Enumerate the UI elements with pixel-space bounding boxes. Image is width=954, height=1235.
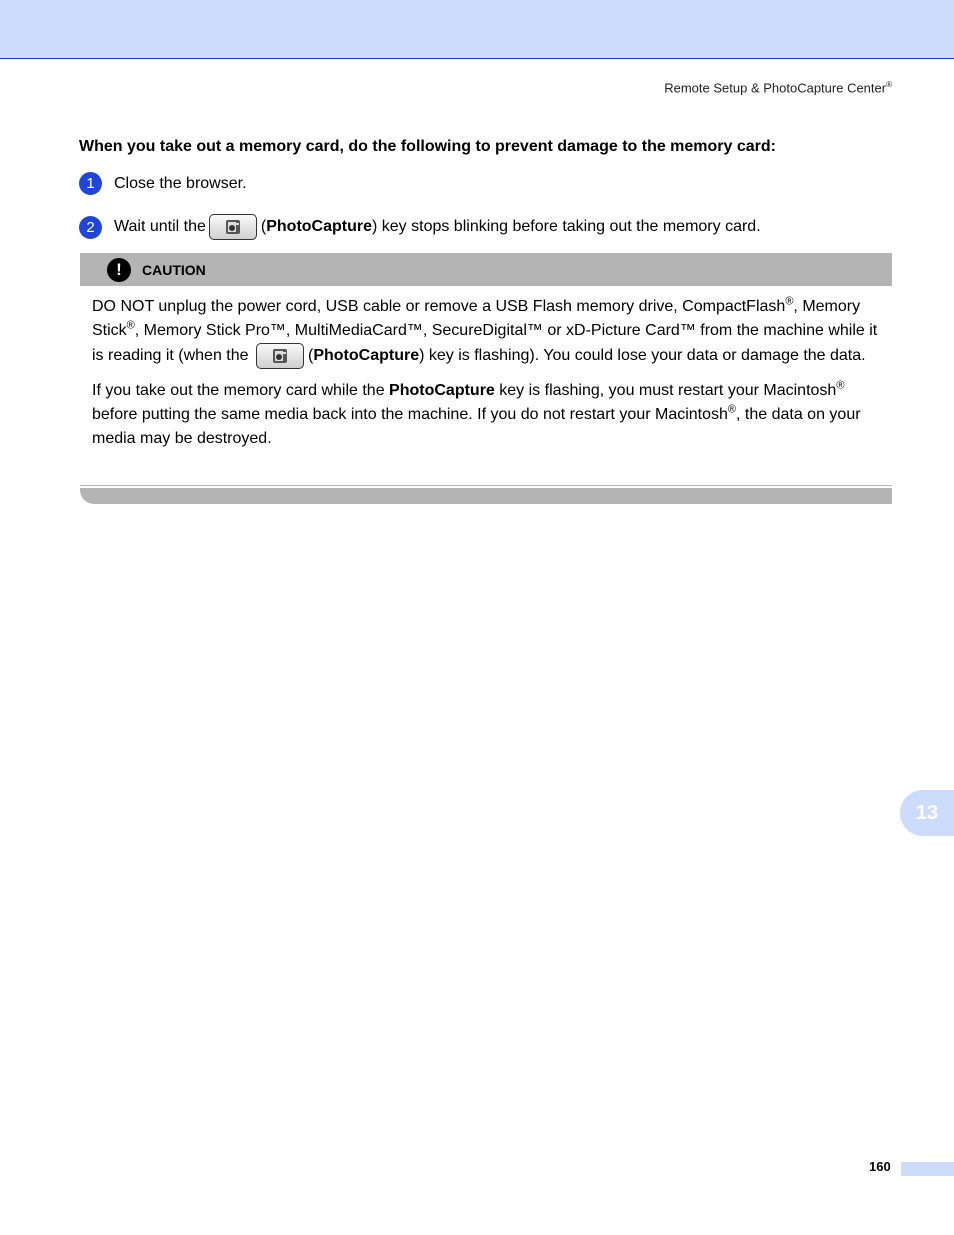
caution-paragraph-2: If you take out the memory card while the PhotoCapture key is flashing, you must restart your Macintosh® before putting the same media back into the machine. If you do not restart your Macintosh®, the data on your media may be destroyed. bbox=[92, 379, 861, 447]
intro-heading: When you take out a memory card, do the following to prevent damage to the memory card: bbox=[79, 138, 776, 155]
caution-divider bbox=[80, 485, 892, 486]
header-band bbox=[0, 0, 954, 59]
step-text-before: Wait until the bbox=[114, 218, 206, 235]
key-name: PhotoCapture bbox=[266, 218, 372, 235]
caution-body bbox=[92, 295, 890, 461]
step-2: 2 Wait until the ( PhotoCapture ) key stops blinking before taking out the memory card. bbox=[79, 214, 761, 240]
camera-icon bbox=[209, 214, 257, 240]
step-text-after: ) key stops blinking before taking out the memory card. bbox=[372, 218, 761, 235]
caution-label: CAUTION bbox=[142, 262, 206, 278]
step-1 bbox=[79, 172, 247, 195]
exclamation-icon: ! bbox=[107, 258, 131, 282]
page-number: 160 bbox=[869, 1159, 891, 1174]
camera-icon bbox=[256, 343, 304, 369]
step-number: 1 bbox=[79, 172, 102, 195]
running-header: Remote Setup & PhotoCapture Center® bbox=[664, 80, 892, 96]
caution-bar bbox=[80, 253, 892, 286]
caution-paragraph-1: DO NOT unplug the power cord, USB cable or remove a USB Flash memory drive, CompactFlash®, Memory Stick®, Memory Stick Pro™, MultiMediaCard™, SecureDigital™ or xD-Picture Card™ from the machine while it is reading it (when the (PhotoCapture) key is flashing). You could lose your data or damage the data. bbox=[92, 295, 890, 369]
step-text: Close the browser. bbox=[114, 174, 247, 192]
step-number: 2 bbox=[79, 216, 102, 239]
chapter-tab: 13 bbox=[900, 790, 954, 836]
caution-footer-bar bbox=[80, 488, 892, 504]
page-number-band bbox=[901, 1162, 954, 1176]
